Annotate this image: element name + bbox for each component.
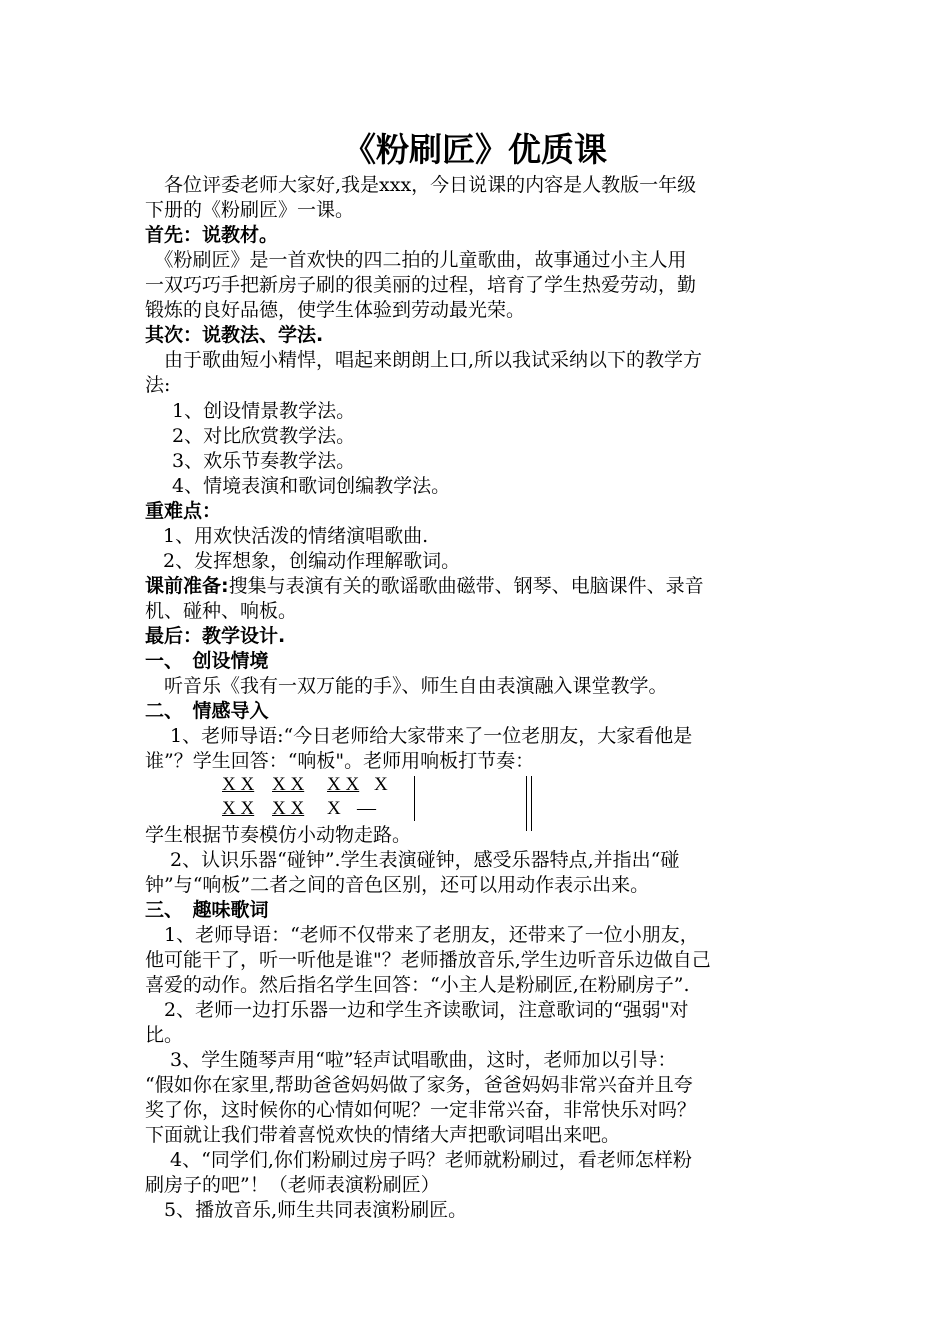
section-3-line: 刷房子的吧”！（老师表演粉刷匠） bbox=[145, 1174, 440, 1196]
heading-first: 首先：说教材。 bbox=[145, 224, 279, 246]
section-2-line-2: 谁”？学生回答：“响板"。老师用响板打节奏： bbox=[145, 750, 535, 772]
method-item: 4、情境表演和歌词创编教学法。 bbox=[172, 475, 451, 497]
rhythm-beat: X bbox=[374, 774, 388, 795]
section-3-line: “假如你在家里,帮助爸爸妈妈做了家务，爸爸妈妈非常兴奋并且夸 bbox=[145, 1074, 693, 1096]
prep-line-1 bbox=[145, 574, 815, 599]
section-3-line: 2、老师一边打乐器一边和学生齐读歌词，注意歌词的“强弱"对 bbox=[145, 999, 689, 1021]
section-3-line: 5、播放音乐,师生共同表演粉刷匠。 bbox=[145, 1199, 468, 1221]
section-3-line: 奖了你，这时候你的心情如何呢？一定非常兴奋，非常快乐对吗？ bbox=[145, 1099, 697, 1121]
material-line-2: 一双巧巧手把新房子刷的很美丽的过程，培育了学生热爱劳动，勤 bbox=[145, 274, 697, 296]
section-3-line: 比。 bbox=[145, 1024, 184, 1046]
method-item: 2、对比欣赏教学法。 bbox=[172, 425, 356, 447]
section-2-title: 二、 情感导入 bbox=[145, 700, 269, 722]
document-title: 《粉刷匠》优质课 bbox=[343, 130, 607, 169]
section-2-line-3: 学生根据节奏模仿小动物走路。 bbox=[145, 824, 412, 846]
section-3-title: 三、 趣味歌词 bbox=[145, 899, 269, 921]
prep-line-2: 机、碰种、响板。 bbox=[145, 600, 298, 622]
rhythm-dash: — bbox=[357, 798, 376, 819]
section-1-text: 听音乐《我有一双万能的手》、师生自由表演融入课堂教学。 bbox=[145, 675, 668, 697]
section-1-title: 一、 创设情境 bbox=[145, 650, 269, 672]
heading-second: 其次：说教法、学法. bbox=[145, 324, 324, 346]
section-3-line: 下面就让我们带着喜悦欢快的情绪大声把歌词唱出来吧。 bbox=[145, 1124, 621, 1146]
key-point-item: 2、发挥想象，创编动作理解歌词。 bbox=[163, 550, 461, 572]
intro-line-2: 下册的《粉刷匠》一课。 bbox=[145, 199, 355, 221]
key-point-item: 1、用欢快活泼的情绪演唱歌曲. bbox=[163, 525, 429, 547]
heading-preparation: 课前准备: bbox=[145, 575, 229, 597]
material-line-3: 锻炼的良好品德，使学生体验到劳动最光荣。 bbox=[145, 299, 526, 321]
method-item: 3、欢乐节奏教学法。 bbox=[172, 450, 356, 472]
method-item: 1、创设情景教学法。 bbox=[172, 400, 356, 422]
section-2-line-4: 2、认识乐器“碰钟”.学生表演碰钟，感受乐器特点,并指出“碰 bbox=[145, 849, 680, 871]
rhythm-beat: X bbox=[327, 798, 341, 819]
intro-line-1: 各位评委老师大家好,我是xxx，今日说课的内容是人教版一年级 bbox=[145, 174, 697, 196]
rhythm-beat: X X bbox=[327, 774, 360, 795]
section-2-line-1: 1、老师导语:“今日老师给大家带来了一位老朋友，大家看他是 bbox=[145, 725, 693, 747]
heading-last: 最后：教学设计. bbox=[145, 625, 286, 647]
rhythm-beat: X X bbox=[222, 774, 255, 795]
section-3-line: 他可能干了，听一听他是谁"？老师播放音乐,学生边听音乐边做自己 bbox=[145, 949, 711, 971]
rhythm-beat: X X bbox=[272, 774, 305, 795]
bar-line bbox=[414, 776, 415, 821]
section-2-line-5: 钟”与“响板”二者之间的音色区别，还可以用动作表示出来。 bbox=[145, 874, 650, 896]
material-line-1: 《粉刷匠》是一首欢快的四二拍的儿童歌曲，故事通过小主人用 bbox=[145, 249, 687, 271]
heading-key-points: 重难点： bbox=[145, 500, 222, 522]
rhythm-beat: X X bbox=[222, 798, 255, 819]
section-3-line: 喜爱的动作。然后指名学生回答：“小主人是粉刷匠,在粉刷房子”. bbox=[145, 974, 690, 996]
method-line-2: 法: bbox=[145, 374, 171, 396]
section-3-line: 3、学生随琴声用“啦”轻声试唱歌曲，这时，老师加以引导： bbox=[145, 1049, 677, 1071]
rhythm-beat: X X bbox=[272, 798, 305, 819]
section-3-line: 1、老师导语：“老师不仅带来了老朋友，还带来了一位小朋友， bbox=[145, 924, 699, 946]
section-3-line: 4、“同学们,你们粉刷过房子吗？老师就粉刷过，看老师怎样粉 bbox=[145, 1149, 692, 1171]
method-line-1: 由于歌曲短小精悍，唱起来朗朗上口,所以我试采纳以下的教学方 bbox=[145, 349, 703, 371]
prep-text: 搜集与表演有关的歌谣歌曲磁带、钢琴、电脑课件、录音 bbox=[228, 575, 704, 597]
